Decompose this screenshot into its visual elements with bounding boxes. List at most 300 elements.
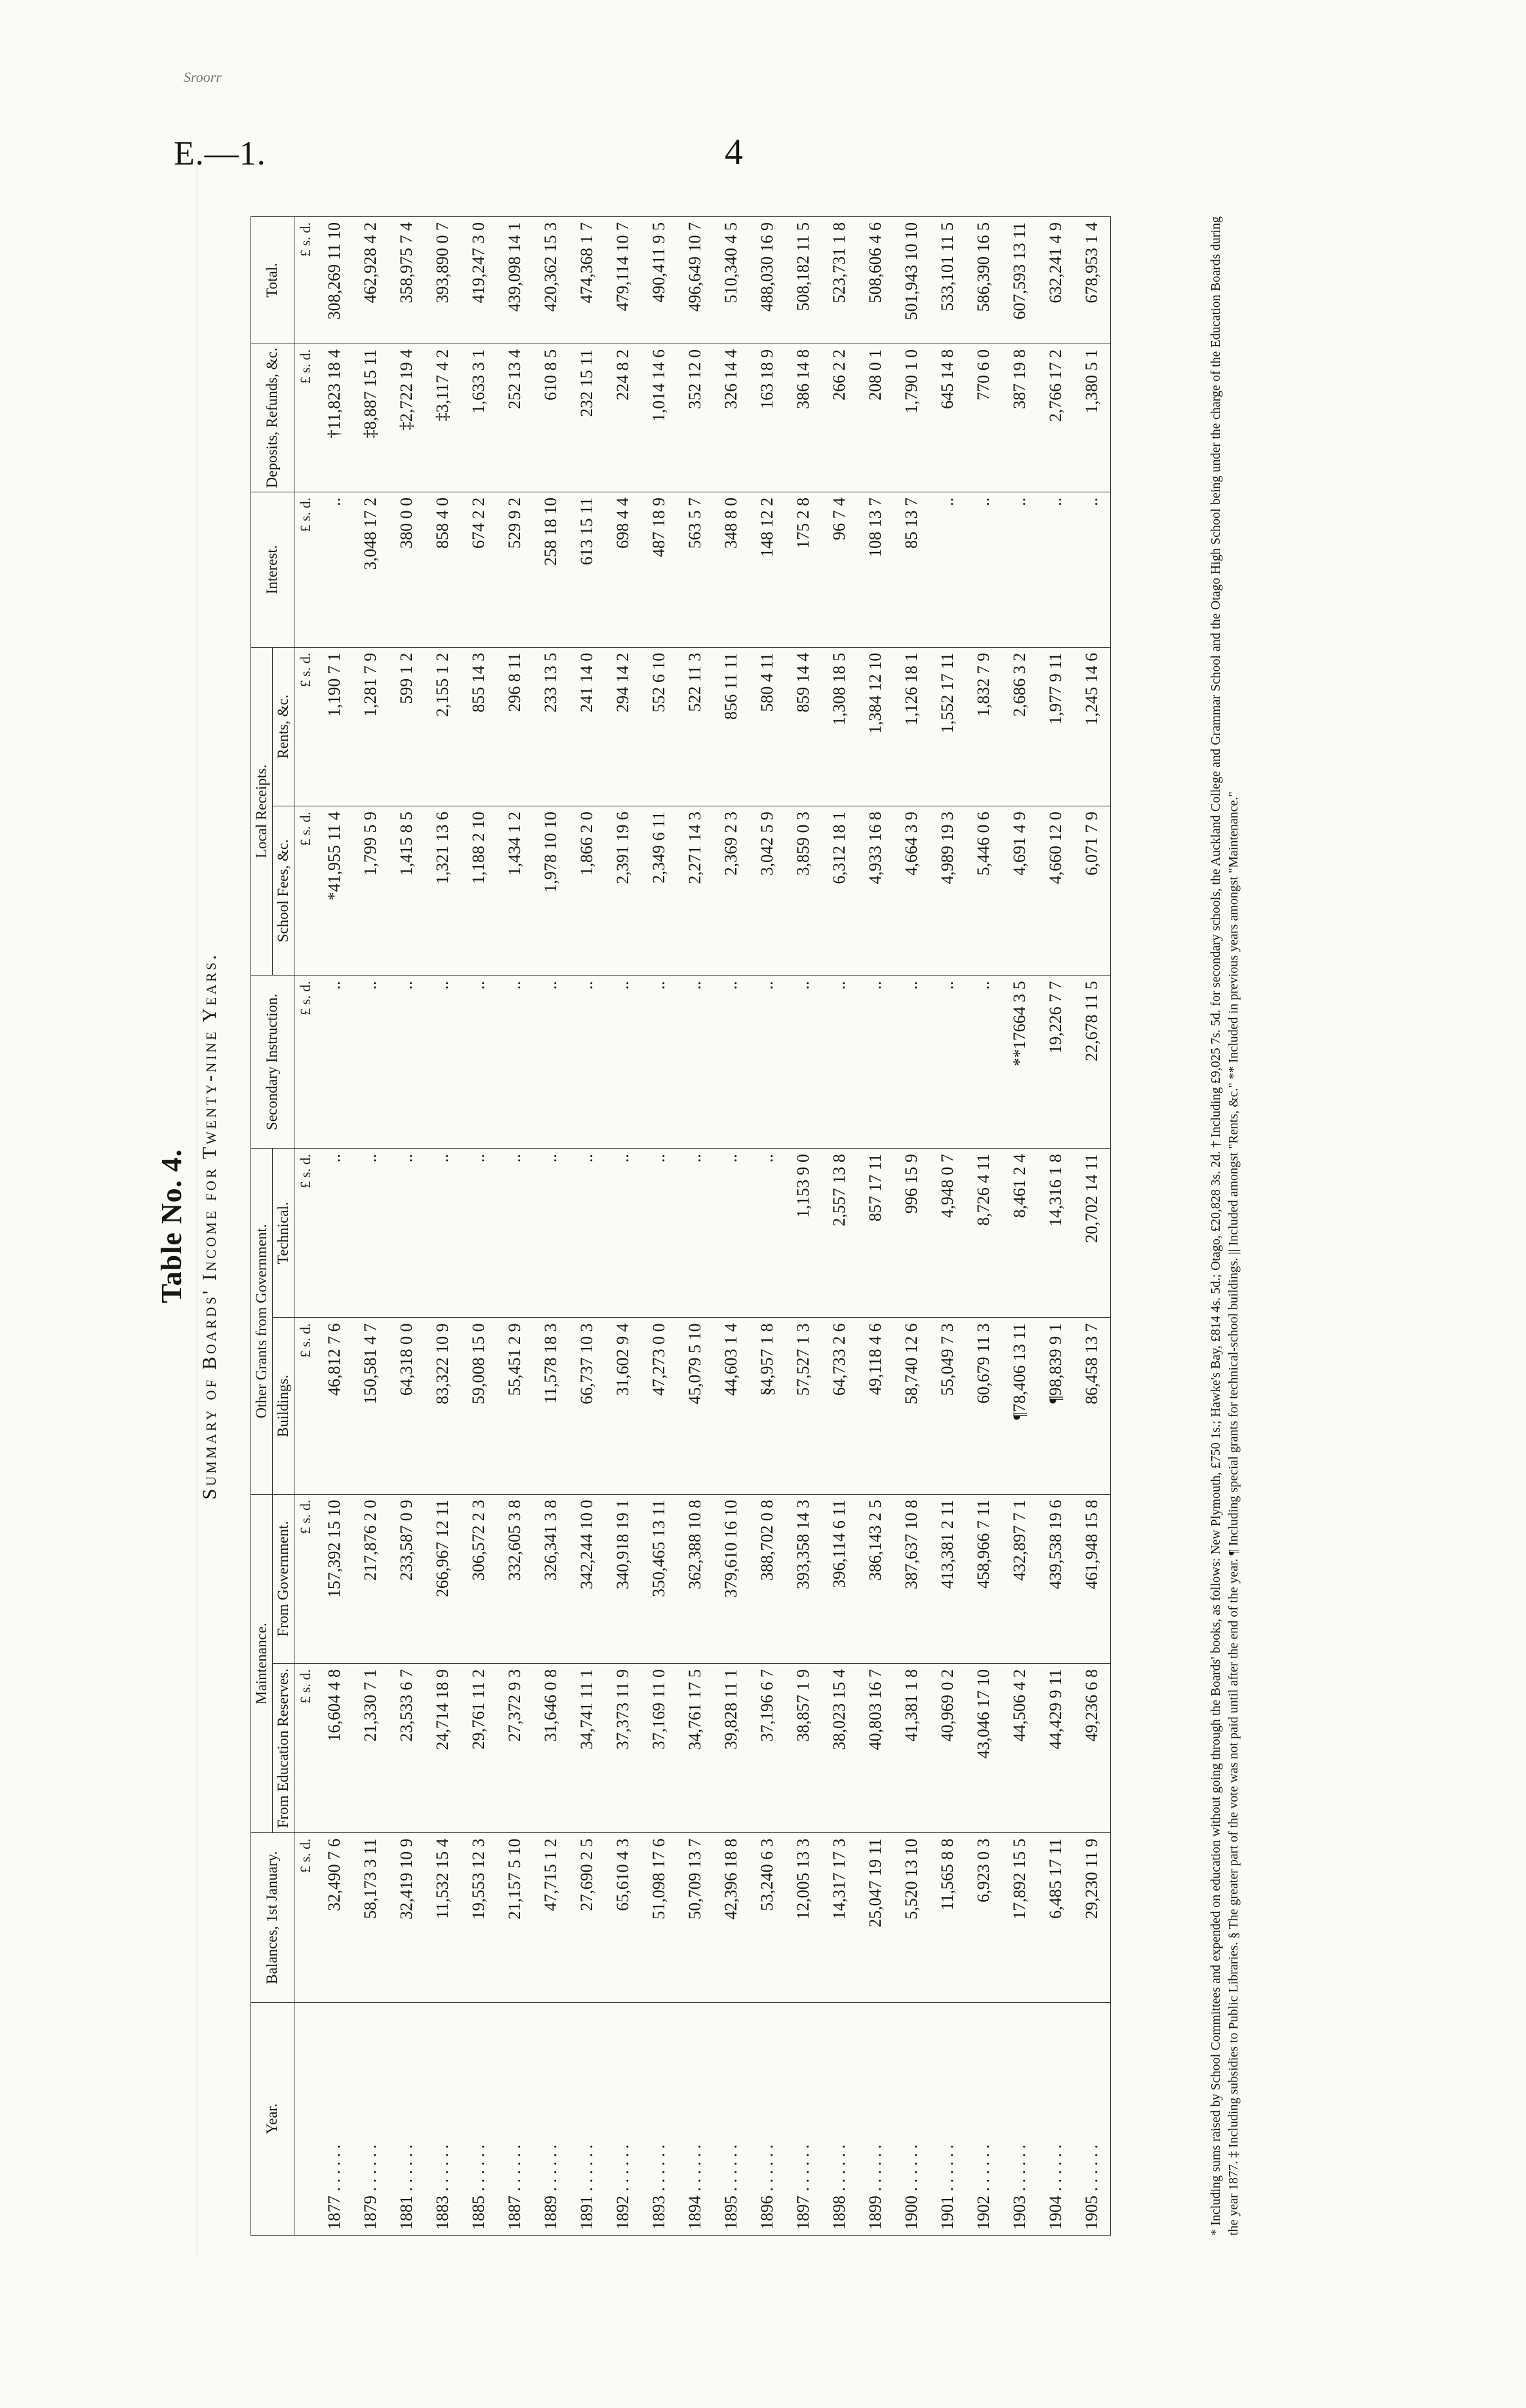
cell-balances: 27,690 2 5 — [569, 1833, 605, 2002]
cell-government: 350,465 13 11 — [641, 1494, 677, 1663]
col-other-grants: Other Grants from Government. — [251, 1149, 273, 1495]
cell-secondary: .. — [533, 976, 569, 1149]
cell-fees: 5,446 0 6 — [966, 806, 1002, 975]
cell-year: 1901 . . . . . . — [930, 2002, 966, 2235]
cell-interest: 858 4 0 — [425, 492, 461, 647]
cell-year: 1885 . . . . . . — [461, 2002, 497, 2235]
table-header — [251, 217, 294, 2236]
cell-total: 308,269 11 10 — [317, 217, 353, 344]
table-row — [1002, 217, 1038, 2236]
table-body — [294, 217, 1110, 2236]
cell-total: 420,362 15 3 — [533, 217, 569, 344]
cell-total: 488,030 16 9 — [750, 217, 786, 344]
cell-total: 479,114 10 7 — [605, 217, 641, 344]
cell-balances: 17,892 15 5 — [1002, 1833, 1038, 2002]
cell-buildings: 31,602 9 4 — [605, 1318, 641, 1494]
cell-fees: 2,391 19 6 — [605, 806, 641, 975]
cell-rents: 296 8 11 — [497, 647, 533, 806]
cell-reserves: 37,169 11 0 — [641, 1663, 677, 1832]
cell-fees: 1,321 13 6 — [425, 806, 461, 975]
cell-deposits: 610 8 5 — [533, 344, 569, 492]
cell-total: 474,368 1 7 — [569, 217, 605, 344]
units-cell: £ s. d. — [294, 976, 317, 1149]
units-row — [294, 217, 317, 2236]
cell-government: 386,143 2 5 — [858, 1494, 894, 1663]
cell-total: 523,731 1 8 — [822, 217, 858, 344]
cell-deposits: 252 13 4 — [497, 344, 533, 492]
cell-secondary: **17664 3 5 — [1002, 976, 1038, 1149]
table-row — [461, 217, 497, 2236]
cell-reserves: 38,023 15 4 — [822, 1663, 858, 1832]
cell-buildings: 66,737 10 3 — [569, 1318, 605, 1494]
table-row — [389, 217, 425, 2236]
cell-total: 586,390 16 5 — [966, 217, 1002, 344]
cell-secondary: .. — [930, 976, 966, 1149]
cell-deposits: 266 2 2 — [822, 344, 858, 492]
cell-reserves: 49,236 6 8 — [1074, 1663, 1111, 1832]
cell-fees: 4,989 19 3 — [930, 806, 966, 975]
cell-technical: .. — [317, 1149, 353, 1318]
cell-government: 233,587 0 9 — [389, 1494, 425, 1663]
cell-government: 388,702 0 8 — [750, 1494, 786, 1663]
cell-rents: 1,977 9 11 — [1038, 647, 1074, 806]
cell-buildings: 45,079 5 10 — [677, 1318, 713, 1494]
col-total: Total. — [251, 217, 294, 344]
cell-buildings: 150,581 4 7 — [353, 1318, 389, 1494]
units-cell: £ s. d. — [294, 647, 317, 806]
cell-balances: 5,520 13 10 — [894, 1833, 930, 2002]
cell-year: 1896 . . . . . . — [750, 2002, 786, 2235]
cell-rents: 2,155 1 2 — [425, 647, 461, 806]
col-interest: Interest. — [251, 492, 294, 647]
cell-technical: 8,726 4 11 — [966, 1149, 1002, 1318]
cell-technical: .. — [353, 1149, 389, 1318]
table-row — [425, 217, 461, 2236]
cell-interest: 487 18 9 — [641, 492, 677, 647]
cell-rents: 233 13 5 — [533, 647, 569, 806]
cell-rents: 1,384 12 10 — [858, 647, 894, 806]
cell-buildings: 55,451 2 9 — [497, 1318, 533, 1494]
cell-fees: 1,434 1 2 — [497, 806, 533, 975]
cell-balances: 11,565 8 8 — [930, 1833, 966, 2002]
col-education-reserves: From Education Reserves. — [272, 1663, 294, 1832]
cell-reserves: 27,372 9 3 — [497, 1663, 533, 1832]
cell-fees: 1,866 2 0 — [569, 806, 605, 975]
cell-year: 1905 . . . . . . — [1074, 2002, 1111, 2235]
cell-fees: 4,691 4 9 — [1002, 806, 1038, 975]
cell-technical: 14,316 1 8 — [1038, 1149, 1074, 1318]
cell-fees: *41,955 11 4 — [317, 806, 353, 975]
cell-total: 496,649 10 7 — [677, 217, 713, 344]
cell-buildings: 44,603 1 4 — [713, 1318, 750, 1494]
cell-total: 462,928 4 2 — [353, 217, 389, 344]
cell-technical: 8,461 2 4 — [1002, 1149, 1038, 1318]
cell-deposits: 232 15 11 — [569, 344, 605, 492]
cell-deposits: 1,790 1 0 — [894, 344, 930, 492]
cell-reserves: 21,330 7 1 — [353, 1663, 389, 1832]
table-titles — [155, 216, 221, 2236]
cell-year: 1899 . . . . . . — [858, 2002, 894, 2235]
cell-balances: 6,485 17 11 — [1038, 1833, 1074, 2002]
cell-balances: 42,396 18 8 — [713, 1833, 750, 2002]
cell-rents: 1,245 14 6 — [1074, 647, 1111, 806]
col-rents: Rents, &c. — [272, 647, 294, 806]
cell-fees: 1,415 8 5 — [389, 806, 425, 975]
cell-buildings: 64,318 0 0 — [389, 1318, 425, 1494]
cell-buildings: 11,578 18 3 — [533, 1318, 569, 1494]
cell-fees: 3,859 0 3 — [786, 806, 822, 975]
table-row — [786, 217, 822, 2236]
page-number: 4 — [725, 132, 743, 172]
col-maintenance: Maintenance. — [251, 1494, 273, 1833]
cell-buildings: 57,527 1 3 — [786, 1318, 822, 1494]
cell-rents: 241 14 0 — [569, 647, 605, 806]
table-row — [641, 217, 677, 2236]
cell-year: 1883 . . . . . . — [425, 2002, 461, 2235]
units-cell: £ s. d. — [294, 1663, 317, 1832]
cell-secondary: 19,226 7 7 — [1038, 976, 1074, 1149]
cell-technical: .. — [677, 1149, 713, 1318]
cell-reserves: 34,761 17 5 — [677, 1663, 713, 1832]
cell-reserves: 40,969 0 2 — [930, 1663, 966, 1832]
cell-fees: 2,271 14 3 — [677, 806, 713, 975]
cell-year: 1881 . . . . . . — [389, 2002, 425, 2235]
cell-government: 266,967 12 11 — [425, 1494, 461, 1663]
cell-rents: 522 11 3 — [677, 647, 713, 806]
cell-rents: 1,190 7 1 — [317, 647, 353, 806]
cell-government: 340,918 19 1 — [605, 1494, 641, 1663]
cell-interest: 3,048 17 2 — [353, 492, 389, 647]
cell-rents: 580 4 11 — [750, 647, 786, 806]
cell-interest: .. — [930, 492, 966, 647]
cell-rents: 294 14 2 — [605, 647, 641, 806]
col-buildings: Buildings. — [272, 1318, 294, 1494]
cell-deposits: ‡8,887 15 11 — [353, 344, 389, 492]
cell-secondary: .. — [786, 976, 822, 1149]
cell-buildings: 55,049 7 3 — [930, 1318, 966, 1494]
cell-balances: 19,553 12 3 — [461, 1833, 497, 2002]
cell-government: 217,876 2 0 — [353, 1494, 389, 1663]
cell-reserves: 24,714 18 9 — [425, 1663, 461, 1832]
cell-balances: 6,923 0 3 — [966, 1833, 1002, 2002]
cell-deposits: ‡2,722 19 4 — [389, 344, 425, 492]
cell-deposits: 1,380 5 1 — [1074, 344, 1111, 492]
cell-government: 432,897 7 1 — [1002, 1494, 1038, 1663]
cell-interest: 613 15 11 — [569, 492, 605, 647]
cell-interest: .. — [966, 492, 1002, 647]
table-footnotes: * Including sums raised by School Committees and expended on education without going through the Boards' books, as follows: New Plymouth, £750 1s.; Hawke's Bay, £814 4s. 5d.; Otago, £20,828 3s. 2d. † Including £9,025 7s. 5d. for secondary schools, the Auckland College and Grammar School and the Otago High School being under the charge of the Education Boards during the year 1877. ‡ Including subsidies to Public Libraries. § The greater part of the vote was not paid until after the end of the year. ¶ Including special grants for technical-school buildings. || Included amongst "Rents, &c." ** Included in previous years amongst "Maintenance." — [1209, 216, 1241, 2236]
cell-year: 1877 . . . . . . — [317, 2002, 353, 2235]
cell-reserves: 44,506 4 2 — [1002, 1663, 1038, 1832]
cell-year: 1892 . . . . . . — [605, 2002, 641, 2235]
cell-interest: 175 2 8 — [786, 492, 822, 647]
cell-balances: 50,709 13 7 — [677, 1833, 713, 2002]
cell-interest: 698 4 4 — [605, 492, 641, 647]
cell-fees: 6,071 7 9 — [1074, 806, 1111, 975]
cell-deposits: †11,823 18 4 — [317, 344, 353, 492]
cell-secondary: .. — [894, 976, 930, 1149]
cell-year: 1903 . . . . . . — [1002, 2002, 1038, 2235]
cell-rents: 856 11 11 — [713, 647, 750, 806]
cell-buildings: 46,812 7 6 — [317, 1318, 353, 1494]
cell-total: 678,953 1 4 — [1074, 217, 1111, 344]
cell-reserves: 29,761 11 2 — [461, 1663, 497, 1832]
cell-fees: 3,042 5 9 — [750, 806, 786, 975]
cell-secondary: .. — [497, 976, 533, 1149]
cell-fees: 1,799 5 9 — [353, 806, 389, 975]
cell-buildings: 60,679 11 3 — [966, 1318, 1002, 1494]
cell-reserves: 37,196 6 7 — [750, 1663, 786, 1832]
cell-interest: 529 9 2 — [497, 492, 533, 647]
cell-buildings: 59,008 15 0 — [461, 1318, 497, 1494]
table-row — [353, 217, 389, 2236]
cell-government: 413,381 2 11 — [930, 1494, 966, 1663]
cell-technical: .. — [425, 1149, 461, 1318]
cell-buildings: 86,458 13 7 — [1074, 1318, 1111, 1494]
cell-rents: 599 1 2 — [389, 647, 425, 806]
cell-interest: .. — [1038, 492, 1074, 647]
cell-interest: 108 13 7 — [858, 492, 894, 647]
cell-technical: .. — [497, 1149, 533, 1318]
cell-secondary: .. — [822, 976, 858, 1149]
table-row — [713, 217, 750, 2236]
cell-deposits: 2,766 17 2 — [1038, 344, 1074, 492]
cell-total: 508,606 4 6 — [858, 217, 894, 344]
cell-technical: .. — [641, 1149, 677, 1318]
cell-buildings: ¶98,839 9 1 — [1038, 1318, 1074, 1494]
cell-buildings: 83,322 10 9 — [425, 1318, 461, 1494]
cell-interest: 148 12 2 — [750, 492, 786, 647]
cell-balances: 25,047 19 11 — [858, 1833, 894, 2002]
cell-fees: 4,933 16 8 — [858, 806, 894, 975]
cell-technical: 4,948 0 7 — [930, 1149, 966, 1318]
cell-year: 1900 . . . . . . — [894, 2002, 930, 2235]
cell-reserves: 31,646 0 8 — [533, 1663, 569, 1832]
table-subtitle: Summary of Boards' Income for Twenty-nine Years. — [199, 952, 220, 1500]
rotated-table-page — [155, 216, 1348, 2236]
cell-technical: .. — [389, 1149, 425, 1318]
cell-balances: 11,532 15 4 — [425, 1833, 461, 2002]
cell-interest: .. — [1002, 492, 1038, 647]
cell-rents: 859 14 4 — [786, 647, 822, 806]
cell-secondary: .. — [461, 976, 497, 1149]
units-cell: £ s. d. — [294, 344, 317, 492]
cell-deposits: 208 0 1 — [858, 344, 894, 492]
table-row — [858, 217, 894, 2236]
cell-interest: 674 2 2 — [461, 492, 497, 647]
cell-deposits: 387 19 8 — [1002, 344, 1038, 492]
cell-technical: 2,557 13 8 — [822, 1149, 858, 1318]
cell-reserves: 38,857 1 9 — [786, 1663, 822, 1832]
cell-total: 508,182 11 5 — [786, 217, 822, 344]
cell-year: 1902 . . . . . . — [966, 2002, 1002, 2235]
cell-fees: 4,664 3 9 — [894, 806, 930, 975]
units-cell: £ s. d. — [294, 1833, 317, 2002]
cell-buildings: 64,733 2 6 — [822, 1318, 858, 1494]
income-summary-table — [251, 216, 1111, 2236]
cell-balances: 32,490 7 6 — [317, 1833, 353, 2002]
cell-government: 393,358 14 3 — [786, 1494, 822, 1663]
cell-reserves: 43,046 17 10 — [966, 1663, 1002, 1832]
cell-year: 1897 . . . . . . — [786, 2002, 822, 2235]
stray-mark: Sroorr — [184, 69, 222, 85]
table-row — [1074, 217, 1111, 2236]
cell-interest: 85 13 7 — [894, 492, 930, 647]
cell-total: 501,943 10 10 — [894, 217, 930, 344]
cell-interest: 96 7 4 — [822, 492, 858, 647]
cell-technical: .. — [461, 1149, 497, 1318]
units-cell: £ s. d. — [294, 492, 317, 647]
col-secondary: Secondary Instruction. — [251, 976, 294, 1149]
cell-deposits: 645 14 8 — [930, 344, 966, 492]
table-row — [750, 217, 786, 2236]
cell-secondary: 22,678 11 5 — [1074, 976, 1111, 1149]
table-row — [1038, 217, 1074, 2236]
cell-rents: 2,686 3 2 — [1002, 647, 1038, 806]
cell-government: 326,341 3 8 — [533, 1494, 569, 1663]
col-deposits: Deposits, Refunds, &c. — [251, 344, 294, 492]
cell-reserves: 16,604 4 8 — [317, 1663, 353, 1832]
cell-secondary: .. — [317, 976, 353, 1149]
table-title: Table No. 4. — [155, 1149, 188, 1303]
cell-buildings: 58,740 12 6 — [894, 1318, 930, 1494]
cell-deposits: 770 6 0 — [966, 344, 1002, 492]
cell-rents: 1,832 7 9 — [966, 647, 1002, 806]
cell-balances: 12,005 13 3 — [786, 1833, 822, 2002]
cell-reserves: 40,803 16 7 — [858, 1663, 894, 1832]
cell-technical: 996 15 9 — [894, 1149, 930, 1318]
cell-reserves: 34,741 11 1 — [569, 1663, 605, 1832]
cell-year: 1893 . . . . . . — [641, 2002, 677, 2235]
cell-balances: 32,419 10 9 — [389, 1833, 425, 2002]
cell-secondary: .. — [677, 976, 713, 1149]
cell-balances: 14,317 17 3 — [822, 1833, 858, 2002]
cell-fees: 2,369 2 3 — [713, 806, 750, 975]
cell-government: 332,605 3 8 — [497, 1494, 533, 1663]
cell-technical: .. — [569, 1149, 605, 1318]
cell-secondary: .. — [713, 976, 750, 1149]
cell-secondary: .. — [605, 976, 641, 1149]
units-cell: £ s. d. — [294, 1149, 317, 1318]
cell-deposits: 1,633 3 1 — [461, 344, 497, 492]
cell-interest: .. — [317, 492, 353, 647]
units-cell: £ s. d. — [294, 806, 317, 975]
cell-secondary: .. — [858, 976, 894, 1149]
cell-year: 1879 . . . . . . — [353, 2002, 389, 2235]
cell-reserves: 41,381 1 8 — [894, 1663, 930, 1832]
cell-rents: 1,126 18 1 — [894, 647, 930, 806]
cell-deposits: 224 8 2 — [605, 344, 641, 492]
table-row — [894, 217, 930, 2236]
cell-fees: 1,188 2 10 — [461, 806, 497, 975]
cell-balances: 58,173 3 11 — [353, 1833, 389, 2002]
cell-government: 439,538 19 6 — [1038, 1494, 1074, 1663]
cell-technical: .. — [750, 1149, 786, 1318]
cell-technical: 1,153 9 0 — [786, 1149, 822, 1318]
cell-rents: 1,281 7 9 — [353, 647, 389, 806]
cell-government: 387,637 10 8 — [894, 1494, 930, 1663]
cell-deposits: 326 14 4 — [713, 344, 750, 492]
cell-year: 1891 . . . . . . — [569, 2002, 605, 2235]
cell-government: 379,610 16 10 — [713, 1494, 750, 1663]
cell-technical: 857 17 11 — [858, 1149, 894, 1318]
col-school-fees: School Fees, &c. — [272, 806, 294, 975]
col-government: From Government. — [272, 1494, 294, 1663]
cell-secondary: .. — [966, 976, 1002, 1149]
cell-secondary: .. — [389, 976, 425, 1149]
units-cell: £ s. d. — [294, 1318, 317, 1494]
cell-interest: 258 18 10 — [533, 492, 569, 647]
cell-total: 607,593 13 11 — [1002, 217, 1038, 344]
col-local-receipts: Local Receipts. — [251, 647, 273, 976]
cell-secondary: .. — [641, 976, 677, 1149]
table-row — [533, 217, 569, 2236]
cell-interest: 380 0 0 — [389, 492, 425, 647]
cell-reserves: 23,533 6 7 — [389, 1663, 425, 1832]
table-row — [966, 217, 1002, 2236]
cell-technical: .. — [605, 1149, 641, 1318]
cell-year: 1887 . . . . . . — [497, 2002, 533, 2235]
cell-deposits: 352 12 0 — [677, 344, 713, 492]
cell-buildings: 47,273 0 0 — [641, 1318, 677, 1494]
cell-fees: 1,978 10 10 — [533, 806, 569, 975]
cell-government: 461,948 15 8 — [1074, 1494, 1111, 1663]
cell-deposits: 386 14 8 — [786, 344, 822, 492]
cell-fees: 2,349 6 11 — [641, 806, 677, 975]
cell-reserves: 39,828 11 1 — [713, 1663, 750, 1832]
cell-government: 362,388 10 8 — [677, 1494, 713, 1663]
cell-total: 439,098 14 1 — [497, 217, 533, 344]
table-row — [677, 217, 713, 2236]
cell-government: 306,572 2 3 — [461, 1494, 497, 1663]
cell-buildings: ¶78,406 13 11 — [1002, 1318, 1038, 1494]
table-row — [822, 217, 858, 2236]
units-cell: £ s. d. — [294, 1494, 317, 1663]
cell-secondary: .. — [353, 976, 389, 1149]
cell-rents: 1,552 17 11 — [930, 647, 966, 806]
cell-secondary: .. — [750, 976, 786, 1149]
cell-government: 157,392 15 10 — [317, 1494, 353, 1663]
cell-year: 1898 . . . . . . — [822, 2002, 858, 2235]
col-balances: Balances, 1st January. — [251, 1833, 294, 2002]
table-row — [605, 217, 641, 2236]
cell-total: 510,340 4 5 — [713, 217, 750, 344]
cell-balances: 47,715 1 2 — [533, 1833, 569, 2002]
cell-year: 1889 . . . . . . — [533, 2002, 569, 2235]
cell-deposits: ‡3,117 4 2 — [425, 344, 461, 492]
cell-government: 396,114 6 11 — [822, 1494, 858, 1663]
cell-secondary: .. — [569, 976, 605, 1149]
cell-government: 342,244 10 0 — [569, 1494, 605, 1663]
cell-total: 358,975 7 4 — [389, 217, 425, 344]
col-year: Year. — [251, 2002, 294, 2235]
cell-interest: 563 5 7 — [677, 492, 713, 647]
cell-total: 490,411 9 5 — [641, 217, 677, 344]
cell-balances: 51,098 17 6 — [641, 1833, 677, 2002]
cell-deposits: 163 18 9 — [750, 344, 786, 492]
cell-secondary: .. — [425, 976, 461, 1149]
units-cell — [294, 2002, 317, 2235]
cell-buildings: §4,957 1 8 — [750, 1318, 786, 1494]
cell-total: 632,241 4 9 — [1038, 217, 1074, 344]
cell-rents: 1,308 18 5 — [822, 647, 858, 806]
cell-balances: 29,230 11 9 — [1074, 1833, 1111, 2002]
cell-buildings: 49,118 4 6 — [858, 1318, 894, 1494]
cell-year: 1895 . . . . . . — [713, 2002, 750, 2235]
cell-balances: 65,610 4 3 — [605, 1833, 641, 2002]
cell-technical: .. — [533, 1149, 569, 1318]
cell-fees: 6,312 18 1 — [822, 806, 858, 975]
